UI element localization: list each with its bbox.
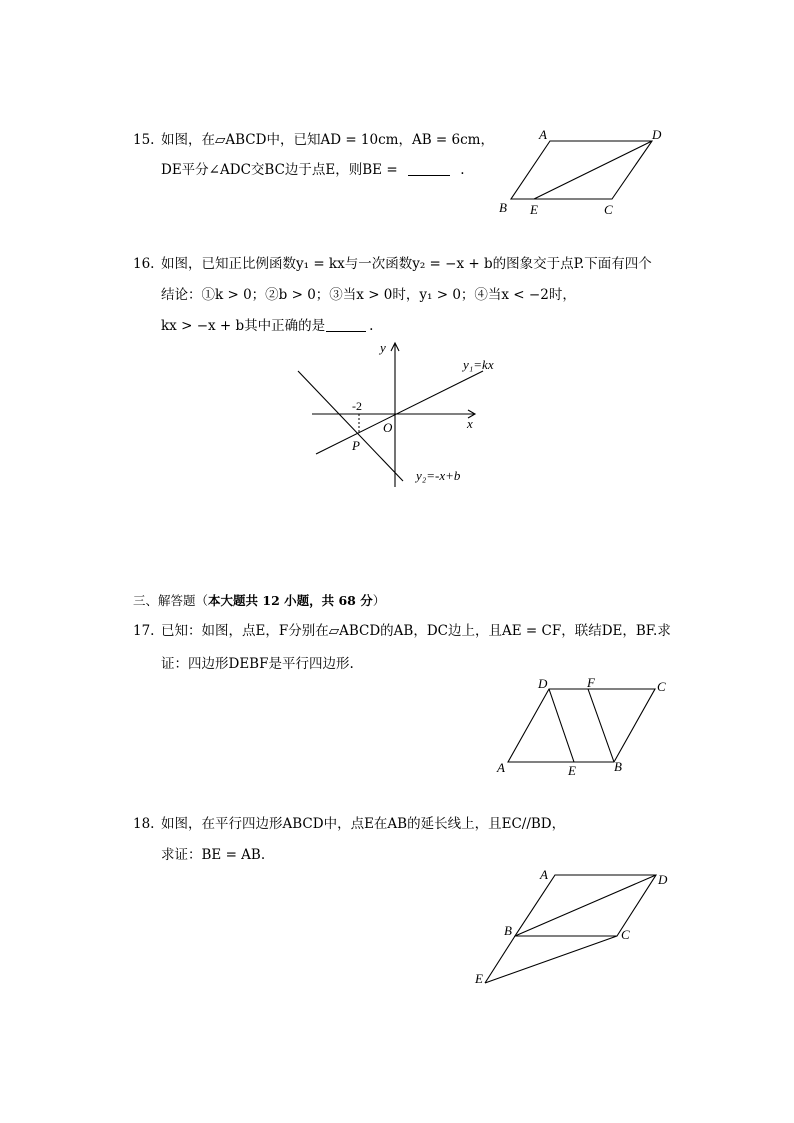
segment-BD — [515, 875, 656, 936]
question-text-part: . — [369, 318, 374, 334]
question-number: 16. — [133, 256, 155, 272]
question-number: 17. — [133, 623, 155, 639]
label-C: C — [604, 202, 613, 217]
question-text-part: kx > −x + b其中正确的是 — [161, 318, 326, 334]
label-A: A — [540, 867, 548, 882]
question-number: 18. — [133, 816, 155, 832]
origin-label: O — [383, 420, 393, 435]
label-F: F — [587, 675, 595, 690]
section-title-bold: 本大题共 12 小题，共 68 分 — [208, 593, 373, 608]
label-D: D — [652, 127, 662, 142]
question-text: 如图，在▱ABCD中，已知AD = 10cm，AB = 6cm， — [161, 132, 494, 148]
section-title-part: 三、解答题（ — [133, 593, 209, 608]
question-text: 已知：如图，点E，F分别在▱ABCD的AB，DC边上，且AE = CF，联结DE，BF.求 — [161, 623, 671, 639]
segment-BE — [485, 936, 515, 983]
line-y1-label: y₁=kx — [463, 357, 494, 372]
question-text-part: . — [460, 162, 465, 178]
question-text: 如图，在平行四边形ABCD中，点E在AB的延长线上，且EC//BD， — [161, 816, 566, 832]
question-text-part: DE平分∠ADC交BC边于点E，则BE = — [161, 162, 398, 178]
label-C: C — [657, 679, 666, 694]
label-E: E — [475, 971, 483, 986]
question-number: 15. — [133, 132, 155, 148]
label-E: E — [568, 763, 576, 778]
y-axis-label: y — [380, 340, 386, 355]
segment-EC — [485, 936, 617, 983]
label-B: B — [499, 200, 507, 215]
label-A: A — [539, 127, 547, 142]
line-y2-label: y₂=-x+b — [416, 468, 461, 483]
label-D: D — [658, 872, 668, 887]
label-B: B — [614, 759, 622, 774]
label-A: A — [497, 760, 505, 775]
label-E: E — [530, 202, 538, 217]
x-axis-label: x — [467, 416, 473, 431]
label-D: D — [538, 676, 548, 691]
section-title-part: ） — [372, 593, 386, 608]
point-P-label: P — [352, 438, 360, 453]
question-text: 结论：①k > 0；②b > 0；③当x > 0时，y₁ > 0；④当x < −2时， — [161, 287, 576, 303]
tick-label: -2 — [352, 399, 362, 413]
label-C: C — [621, 927, 630, 942]
label-B: B — [504, 923, 512, 938]
question-text: 求证：BE = AB. — [161, 847, 266, 863]
question-text: 证：四边形DEBF是平行四边形. — [161, 656, 354, 672]
question-text: 如图，已知正比例函数y₁ = kx与一次函数y₂ = −x + b的图象交于点P.下面有四个 — [161, 256, 652, 272]
